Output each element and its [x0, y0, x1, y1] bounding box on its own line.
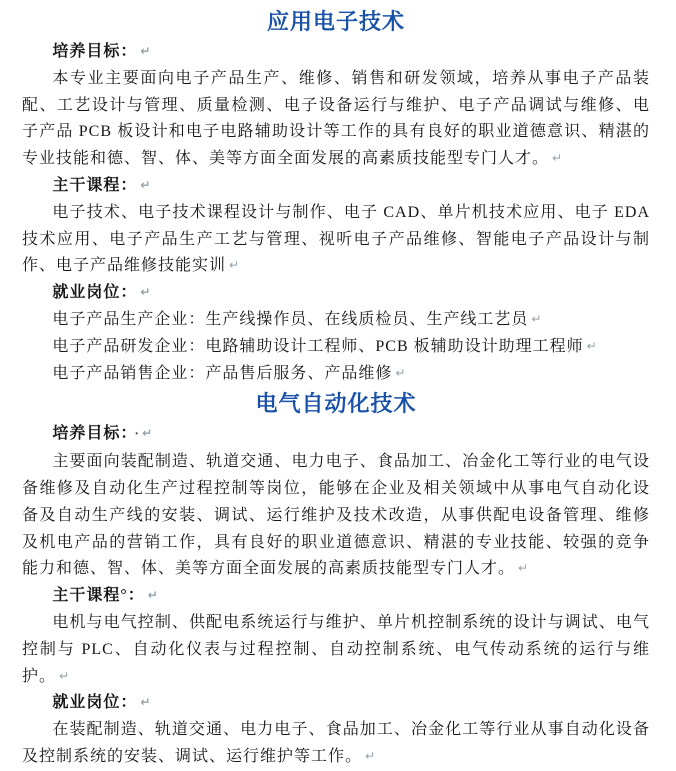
paragraph-mark-icon: ↵ [531, 311, 542, 326]
paragraph-jobs-sales [22, 361, 650, 388]
stray-dot-mark: · [134, 427, 140, 443]
section-applied-electronics [22, 7, 650, 387]
paragraph-mark-icon: ↵ [395, 365, 406, 380]
heading-text: 培养目标： [52, 425, 130, 443]
paragraph-mark-icon: ↵ [518, 561, 529, 576]
heading-text: 就业岗位： [52, 284, 138, 302]
paragraph-mark-icon: ↵ [142, 426, 153, 441]
paragraph-mark-icon: ↵ [140, 285, 151, 300]
paragraph-text: 电子产品研发企业：电路辅助设计工程师、PCB 板辅助设计助理工程师 [52, 337, 584, 355]
paragraph-mark-icon: ↵ [147, 588, 158, 603]
heading-text: 培养目标： [52, 43, 138, 60]
paragraph-text: 电子技术、电子技术课程设计与制作、电子 CAD、单片机技术应用、电子 EDA 技术应用、电子产品生产工艺与管理、视听电子产品维修、智能电子产品设计与制作、电子产品维修技能实训 [22, 203, 650, 275]
paragraph-text: 电子产品生产企业：生产线操作员、在线质检员、生产线工艺员 [52, 310, 529, 328]
paragraph-text: 电子产品销售企业：产品售后服务、产品维修 [52, 364, 393, 382]
paragraph-mark-icon: ↵ [552, 151, 563, 166]
paragraph-text: 在装配制造、轨道交通、电力电子、食品加工、冶金化工等行业从事自动化设备及控制系统的安装、调试、运行维护等工作。 [22, 721, 650, 765]
paragraph-text: 本专业主要面向电子产品生产、维修、销售和研发领域，培养从事电子产品装配、工艺设计与管理、质量检测、电子设备运行与维护、电子产品调试与维修、电子产品 PCB 板设计和电子电路辅助设计等工作的具有良好的职业道德意识、精湛的专业技能和德、智、体、美等方面全面发展的高素质技能型专门人才。 [22, 69, 650, 168]
heading-employment-positions-1 [22, 280, 650, 307]
paragraph-core-courses-2 [22, 610, 650, 690]
heading-training-goal-1 [22, 39, 650, 66]
heading-text: 主干课程°： [52, 587, 145, 605]
paragraph-mark-icon: ↵ [140, 177, 151, 192]
heading-core-courses-2 [22, 583, 650, 610]
section-title-electrical-automation: 电气自动化技术 [255, 391, 417, 417]
heading-core-courses-1 [22, 173, 650, 200]
paragraph-training-goal-1 [22, 66, 650, 173]
paragraph-jobs-automation [22, 717, 650, 771]
paragraph-mark-icon: ↵ [59, 668, 70, 683]
paragraph-mark-icon: ↵ [229, 258, 240, 273]
section-title-applied-electronics: 应用电子技术 [266, 9, 405, 34]
section-electrical-automation [22, 389, 650, 770]
paragraph-training-goal-2 [22, 449, 650, 583]
paragraph-mark-icon: ↵ [140, 44, 151, 58]
paragraph-core-courses-1 [22, 200, 650, 280]
heading-training-goal-2 [22, 421, 650, 449]
heading-text: 主干课程： [52, 176, 138, 194]
paragraph-mark-icon: ↵ [365, 748, 376, 763]
heading-text: 就业岗位： [52, 694, 138, 712]
heading-employment-positions-2 [22, 690, 650, 717]
paragraph-mark-icon: ↵ [140, 695, 151, 710]
paragraph-text: 主要面向装配制造、轨道交通、电力电子、食品加工、冶金化工等行业的电气设备维修及自动化生产过程控制等岗位，能够在企业及相关领域中从事电气自动化设备及自动生产线的安装、调试、运行维护及技术改造，从事供配电设备管理、维修及机电产品的营销工作，具有良好的职业道德意识、精湛的专业技能、较强的竞争能力和德、智、体、美等方面全面发展的高素质技能型专门人才。 [22, 453, 650, 578]
paragraph-jobs-rnd [22, 334, 650, 361]
paragraph-jobs-production [22, 307, 650, 334]
paragraph-mark-icon: ↵ [586, 338, 597, 353]
paragraph-text: 电机与电气控制、供配电系统运行与维护、单片机控制系统的设计与调试、电气控制与 PLC、自动化仪表与过程控制、自动控制系统、电气传动系统的运行与维护。 [22, 613, 650, 685]
